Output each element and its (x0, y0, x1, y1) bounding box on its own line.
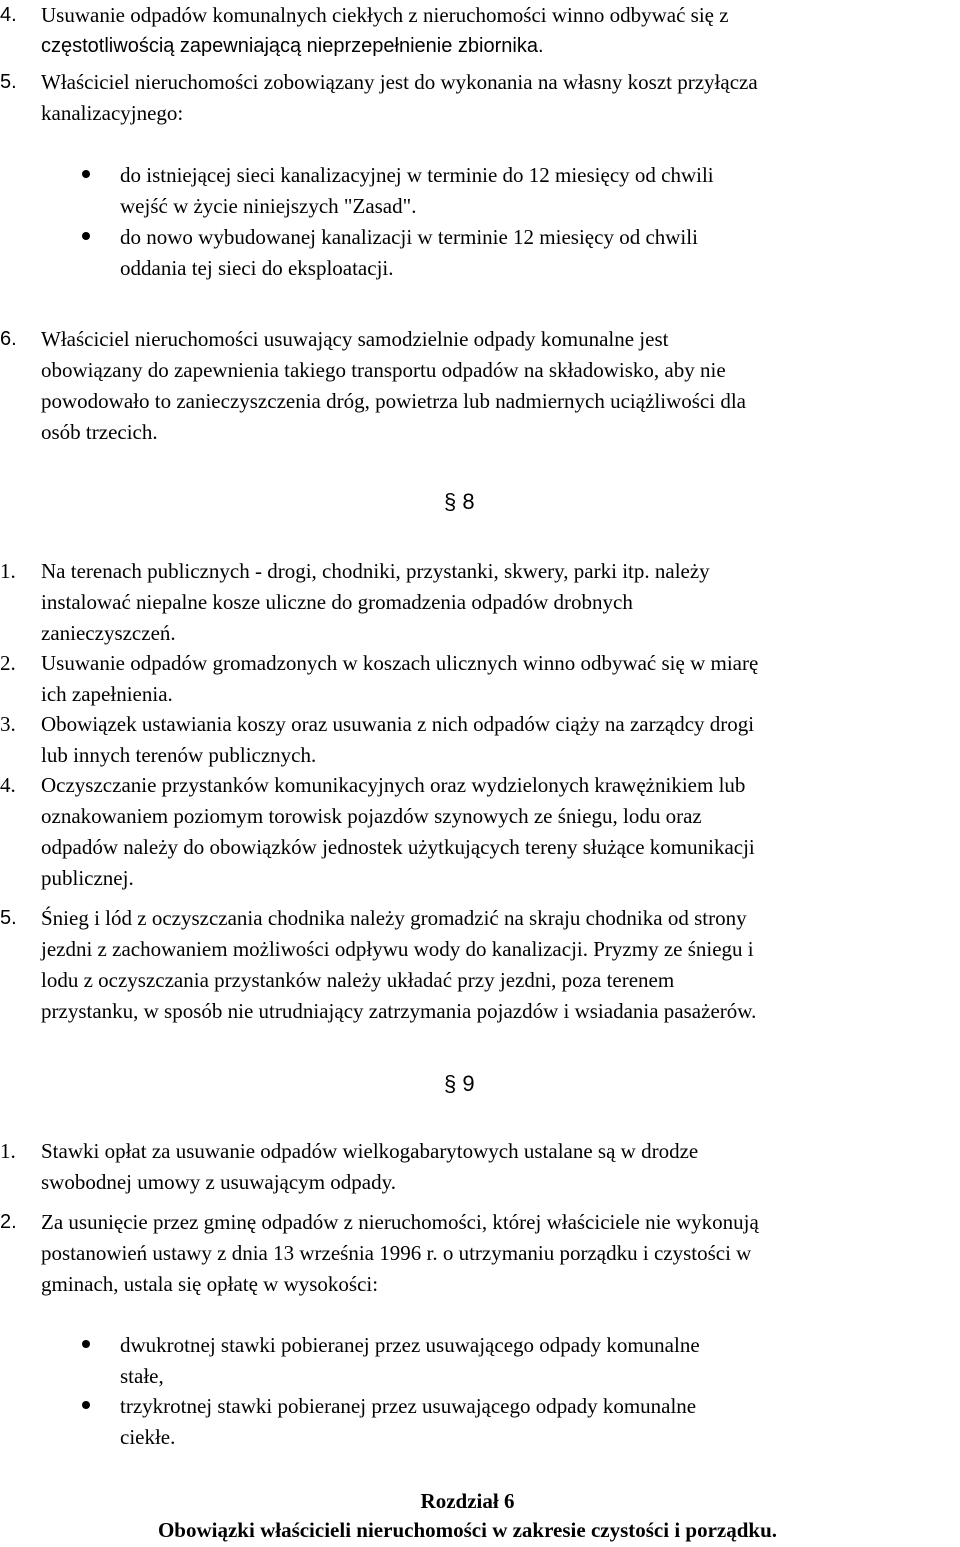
bullet-dot (82, 232, 90, 240)
item-text-line: odpadów należy do obowiązków jednostek użytkujących tereny służące komunikacji (41, 835, 755, 859)
item-number: 6. (0, 328, 17, 350)
bullet-text-line: trzykrotnej stawki pobieranej przez usuwającego odpady komunalne (120, 1394, 697, 1418)
section-mark-9: § 9 (444, 1071, 475, 1096)
item-text-line: gminach, ustala się opłatę w wysokości: (41, 1272, 379, 1296)
item-text-line: kanalizacyjnego: (41, 101, 184, 125)
item-text-line: publicznej. (41, 866, 134, 890)
chapter-subtitle: Obowiązki właścicieli nieruchomości w zakresie czystości i porządku. (157, 1518, 778, 1542)
item-number: 5. (0, 71, 17, 93)
item-text-line: Właściciel nieruchomości usuwający samodzielnie odpady komunalne jest (41, 327, 669, 351)
item-text-line: ich zapełnienia. (41, 682, 173, 706)
item-text-line: osób trzecich. (41, 420, 158, 444)
item-text-line: zanieczyszczeń. (41, 621, 176, 645)
item-text-line: Stawki opłat za usuwanie odpadów wielkogabarytowych ustalane są w drodze (41, 1139, 699, 1163)
item-number: 2. (0, 651, 16, 675)
item-text-line: obowiązany do zapewnienia takiego transportu odpadów na składowisko, aby nie (41, 358, 726, 382)
item-text-line: Właściciel nieruchomości zobowiązany jest do wykonania na własny koszt przyłącza (41, 70, 758, 94)
item-text-line: lodu z oczyszczania przystanków należy układać przy jezdni, poza terenem (41, 968, 675, 992)
item-text-line: Usuwanie odpadów komunalnych ciekłych z nieruchomości winno odbywać się z (41, 3, 729, 27)
bullet-dot (82, 1340, 90, 1348)
item-text-line: Na terenach publicznych - drogi, chodniki, przystanki, skwery, parki itp. należy (41, 559, 710, 583)
item-text-line: Za usunięcie przez gminę odpadów z nieruchomości, której właściciele nie wykonują (41, 1210, 759, 1234)
bullet-text-line: dwukrotnej stawki pobieranej przez usuwającego odpady komunalne (120, 1333, 700, 1357)
bullet-dot (82, 1401, 90, 1409)
item-text-line: swobodnej umowy z usuwającym odpady. (41, 1170, 396, 1194)
item-text-line: instalować niepalne kosze uliczne do gromadzenia odpadów drobnych (41, 590, 633, 614)
bullet-text-line: oddania tej sieci do eksploatacji. (120, 256, 394, 280)
item-number: 1. (0, 559, 16, 583)
item-text-line: postanowień ustawy z dnia 13 września 1996 r. o utrzymaniu porządku i czystości w (41, 1241, 752, 1265)
item-number: 4. (0, 773, 16, 797)
bullet-text-line: wejść w życie niniejszych "Zasad". (120, 194, 417, 218)
item-text-line: lub innych terenów publicznych. (41, 743, 317, 767)
item-text-line: jezdni z zachowaniem możliwości odpływu wody do kanalizacji. Pryzmy ze śniegu i (41, 937, 754, 961)
bullet-text-line: ciekłe. (120, 1425, 176, 1449)
bullet-text-line: do nowo wybudowanej kanalizacji w terminie 12 miesięcy od chwili (120, 225, 698, 249)
item-text-line: Obowiązek ustawiania koszy oraz usuwania z nich odpadów ciąży na zarządcy drogi (41, 712, 755, 736)
bullet-text-line: stałe, (120, 1364, 164, 1388)
item-text-line: Oczyszczanie przystanków komunikacyjnych oraz wydzielonych krawężnikiem lub (41, 773, 746, 797)
item-text-line: oznakowaniem poziomym torowisk pojazdów szynowych ze śniegu, lodu oraz (41, 804, 702, 828)
item-number: 1. (0, 1139, 16, 1163)
item-number: 2. (0, 1211, 17, 1233)
item-text-line: powodowało to zanieczyszczenia dróg, powietrza lub nadmiernych uciążliwości dla (41, 389, 746, 413)
bullet-dot (82, 170, 90, 178)
item-number: 4. (0, 4, 17, 26)
item-number: 3. (0, 712, 16, 736)
item-text-line: częstotliwością zapewniającą nieprzepełnienie zbiornika. (41, 35, 544, 57)
item-text-line: Usuwanie odpadów gromadzonych w koszach ulicznych winno odbywać się w miarę (41, 651, 759, 675)
section-mark-8: § 8 (444, 489, 475, 514)
bullet-text-line: do istniejącej sieci kanalizacyjnej w terminie do 12 miesięcy od chwili (120, 163, 714, 187)
item-number: 5. (0, 907, 17, 929)
chapter-title: Rozdział 6 (420, 1489, 515, 1513)
item-text-line: Śnieg i lód z oczyszczania chodnika należy gromadzić na skraju chodnika od strony (41, 906, 747, 930)
item-text-line: przystanku, w sposób nie utrudniający zatrzymania pojazdów i wsiadania pasażerów. (41, 999, 757, 1023)
